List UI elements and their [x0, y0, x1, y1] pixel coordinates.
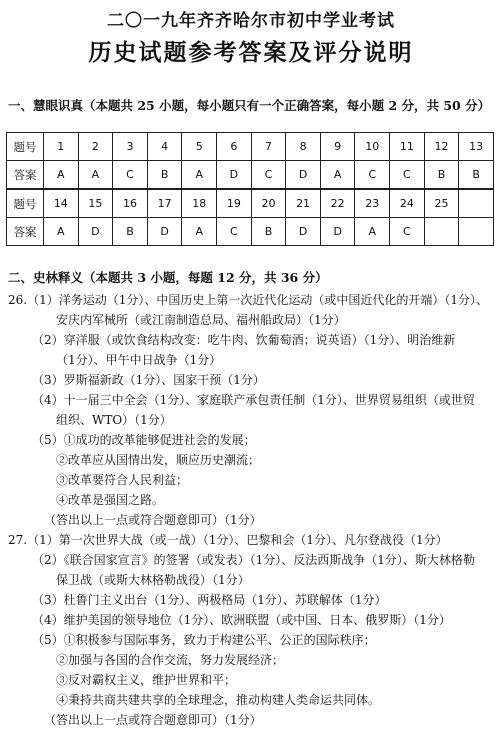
answer-line: ③改革要符合人民利益；: [56, 473, 189, 487]
row-label-answer: 答案: [7, 218, 44, 246]
table-cell: C: [355, 161, 390, 190]
answer-line: （3）罗斯福新政（1分）、国家干预（1分）: [32, 373, 265, 387]
table-cell: 18: [182, 189, 217, 218]
row-label-question: 题号: [7, 189, 44, 218]
answer-line: 保卫战（或斯大林格勒战役）（1分）: [56, 573, 250, 587]
table-cell: C: [113, 161, 148, 190]
answer-line: 安庆内军械所（或江南制造总局、福州船政局）（1分）: [56, 313, 346, 327]
table-cell: 15: [78, 189, 113, 218]
row-label-question: 题号: [7, 133, 44, 161]
answer-line: ②改革应从国情出发，顺应历史潮流；: [56, 453, 261, 467]
table-row-answers-2: [7, 218, 494, 246]
table-cell: C: [390, 218, 425, 246]
table-cell: A: [355, 218, 390, 246]
table-cell: B: [424, 161, 459, 190]
answer-line: 组织、WTO）（1分）: [56, 413, 172, 427]
table-cell: B: [459, 161, 494, 190]
answer-line: （5）①积极参与国际事务，致力于构建公平、公正的国际秩序；: [32, 633, 376, 647]
table-cell: D: [286, 161, 321, 190]
table-cell: D: [78, 218, 113, 246]
table-cell: 7: [251, 133, 286, 161]
answer-line: ②加强与各国的合作交流，努力发展经济；: [56, 653, 285, 667]
answer-line: ③反对霸权主义，维护世界和平；: [56, 673, 237, 687]
table-cell: 16: [113, 189, 148, 218]
table-cell: C: [390, 161, 425, 190]
table-cell: 19: [217, 189, 252, 218]
table-cell: A: [78, 161, 113, 190]
answer-line: 27.（1）第一次世界大战（或一战）（1分）、巴黎和会（1分）、凡尔登战役（1分）: [8, 533, 448, 547]
table-cell: 22: [320, 189, 355, 218]
table-cell: 6: [217, 133, 252, 161]
document-title: 历史试题参考答案及评分说明: [88, 39, 414, 66]
table-cell: 21: [286, 189, 321, 218]
answer-line: ④改革是强国之路。: [56, 493, 165, 507]
answer-line: ④秉持共商共建共享的全球理念，推动构建人类命运共同体。: [56, 693, 381, 707]
table-cell: 2: [78, 133, 113, 161]
table-cell: B: [147, 161, 182, 190]
table-cell: A: [44, 218, 79, 246]
table-row-question-numbers-1: [7, 133, 494, 161]
answer-line: （4）十一届三中全会（1分）、家庭联产承包责任制（1分）、世界贸易组织（或世贸: [32, 393, 475, 407]
table-row-answers-1: [7, 161, 494, 190]
table-cell: B: [113, 218, 148, 246]
answer-line: （答出以上一点或符合题意即可）（1分）: [44, 513, 262, 527]
table-cell: 23: [355, 189, 390, 218]
table-cell: 13: [459, 133, 494, 161]
section-heading-interpretation: 二、史林释义（本题共 3 小题，每题 12 分，共 36 分）: [8, 270, 328, 285]
table-cell: 10: [355, 133, 390, 161]
table-cell: 25: [424, 189, 459, 218]
table-cell: C: [251, 161, 286, 190]
table-cell: 20: [251, 189, 286, 218]
table-cell: 4: [147, 133, 182, 161]
answer-line: 26.（1）洋务运动（1分）、中国历史上第一次近代化运动（或中国近代化的开端）（1分）、: [8, 293, 488, 307]
answer-text-body: [8, 290, 498, 730]
table-cell: C: [217, 218, 252, 246]
answer-line: （2）《联合国家宣言》的签署（或发表）（1分）、反法西斯战争（1分）、斯大林格勒: [32, 553, 475, 567]
answer-line: （3）杜鲁门主义出台（1分）、两极格局（1分）、苏联解体（1分）: [32, 593, 387, 607]
table-cell: D: [320, 218, 355, 246]
table-cell: 5: [182, 133, 217, 161]
row-label-answer: 答案: [7, 161, 44, 190]
table-cell: A: [320, 161, 355, 190]
answer-table: [6, 132, 494, 246]
table-cell: 14: [44, 189, 79, 218]
table-cell: A: [182, 161, 217, 190]
table-row-question-numbers-2: [7, 189, 494, 218]
table-cell: A: [182, 218, 217, 246]
table-cell: 1: [44, 133, 79, 161]
table-cell: 17: [147, 189, 182, 218]
table-cell: 9: [320, 133, 355, 161]
section-heading-multiple-choice: 一、慧眼识真（本题共 25 小题，每小题只有一个正确答案，每小题 2 分，共 50 分）: [8, 98, 491, 113]
answer-line: （答出以上一点或符合题意即可）（1分）: [44, 713, 262, 727]
answer-line: （4）维护美国的领导地位（1分）、欧洲联盟（或中国、日本、俄罗斯）（1分）: [32, 613, 451, 627]
table-cell: 3: [113, 133, 148, 161]
table-cell: [459, 218, 494, 246]
table-cell: [459, 189, 494, 218]
table-cell: A: [44, 161, 79, 190]
table-cell: [424, 218, 459, 246]
exam-title: 二〇一九年齐齐哈尔市初中学业考试: [107, 11, 395, 31]
table-cell: D: [286, 218, 321, 246]
table-cell: D: [147, 218, 182, 246]
table-cell: 24: [390, 189, 425, 218]
table-cell: 11: [390, 133, 425, 161]
answer-line: （2）穿洋服（或饮食结构改变：吃牛肉、饮葡萄酒；说英语）（1分）、明治维新: [32, 333, 456, 347]
table-cell: 12: [424, 133, 459, 161]
table-cell: D: [217, 161, 252, 190]
table-cell: B: [251, 218, 286, 246]
answer-line: （5）①成功的改革能够促进社会的发展；: [32, 433, 256, 447]
answer-line: （1分）、甲午中日战争（1分）: [56, 353, 222, 367]
table-cell: 8: [286, 133, 321, 161]
